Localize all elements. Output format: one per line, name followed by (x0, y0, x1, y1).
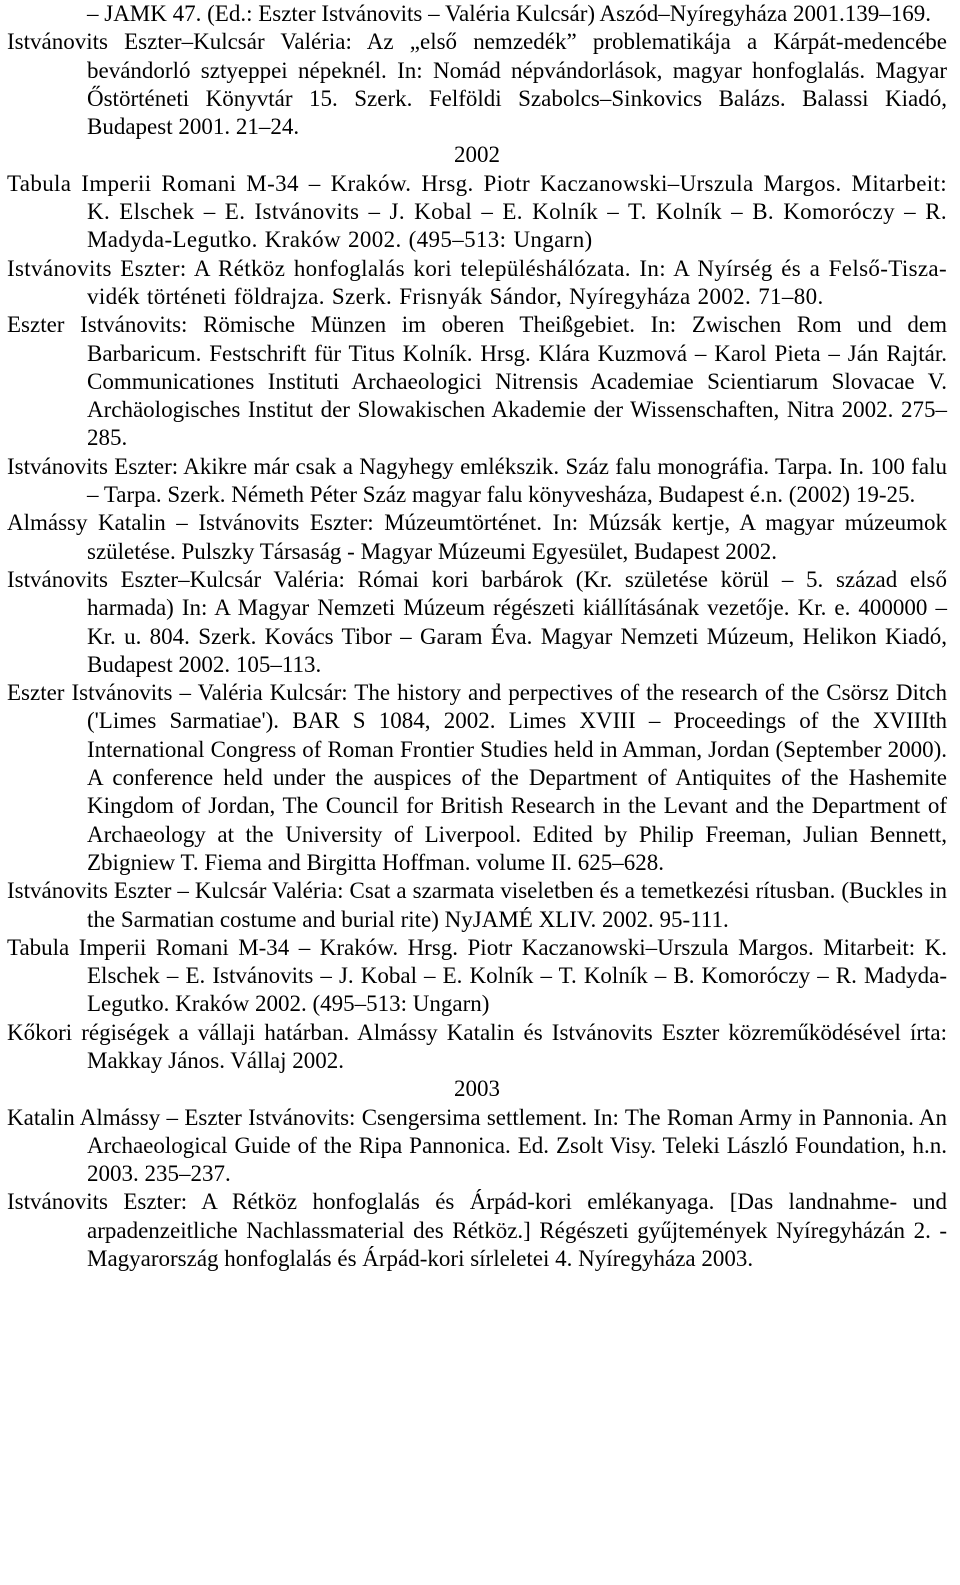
bibliography-entry: Almássy Katalin – Istvánovits Eszter: Múzeumtörténet. In: Múzsák kertje, A magyar múzeumok születése. Pulszky Társaság - Magyar Múzeumi Egyesület, Budapest 2002. (7, 510, 947, 564)
bibliography-entry-continuation: – JAMK 47. (Ed.: Eszter Istvánovits – Valéria Kulcsár) Aszód–Nyíregyháza 2001.139–169. (87, 1, 932, 26)
bibliography-entry: Tabula Imperii Romani M-34 – Kraków. Hrsg. Piotr Kaczanowski–Urszula Margos. Mitarbeit: K. Elschek – E. Istvánovits – J. Kobal – E. Kolník – T. Kolník – B. Komoróczy – R. Madyda-Legutko. Kraków 2002. (495–513: Ungarn) (7, 170, 947, 253)
bibliography-entry: Istvánovits Eszter – Kulcsár Valéria: Csat a szarmata viseletben és a temetkezési rítusban. (Buckles in the Sarmatian costume and burial rite) NyJAMÉ XLIV. 2002. 95-111. (7, 878, 947, 932)
bibliography-entry: Kőkori régiségek a vállaji határban. Almássy Katalin és Istvánovits Eszter közreműködésével írta: Makkay János. Vállaj 2002. (7, 1019, 947, 1073)
bibliography-entry: Istvánovits Eszter–Kulcsár Valéria: Az „első nemzedék” problematikája a Kárpát-medencébe bevándorló sztyeppei népeknél. In: Nomád népvándorlások, magyar honfoglalás. Magyar Őstörténeti Könyvtár 15. Szerk. Felföldi Szabolcs–Sinkovics Balázs. Balassi Kiadó, Budapest 2001. 21–24. (7, 29, 947, 140)
bibliography-page (7, 0, 947, 1273)
bibliography-entry: Istvánovits Eszter: A Rétköz honfoglalás és Árpád-kori emlékanyaga. [Das landnahme- und arpadenzeitliche Nachlassmaterial des Rétköz.] Régészeti gyűjtemények Nyíregyházán 2. - Magyarország honfoglalás és Árpád-kori sírleletei 4. Nyíregyháza 2003. (7, 1189, 947, 1272)
bibliography-entry: Eszter Istvánovits: Römische Münzen im oberen Theißgebiet. In: Zwischen Rom und dem Barbaricum. Festschrift für Titus Kolník. Hrsg. Klára Kuzmová – Karol Pieta – Ján Rajtár. Communicationes Instituti Archaeologici Nitrensis Academiae Scientiarum Slovacae V. Archäologisches Institut der Slowakischen Akademie der Wissenschaften, Nitra 2002. 275–285. (7, 312, 947, 451)
bibliography-entry: Istvánovits Eszter: A Rétköz honfoglalás kori településhálózata. In: A Nyírség és a Felső-Tisza-vidék történeti földrajza. Szerk. Frisnyák Sándor, Nyíregyháza 2002. 71–80. (7, 255, 947, 309)
bibliography-entry: Istvánovits Eszter–Kulcsár Valéria: Római kori barbárok (Kr. születése körül – 5. század első harmada) In: A Magyar Nemzeti Múzeum régészeti kiállításának vezetője. Kr. e. 400000 – Kr. u. 804. Szerk. Kovács Tibor – Garam Éva. Magyar Nemzeti Múzeum, Helikon Kiadó, Budapest 2002. 105–113. (7, 566, 947, 677)
bibliography-entry: Katalin Almássy – Eszter Istvánovits: Csengersima settlement. In: The Roman Army in Pannonia. An Archaeological Guide of the Ripa Pannonica. Ed. Zsolt Visy. Teleki László Foundation, h.n. 2003. 235–237. (7, 1104, 947, 1187)
year-heading-2003: 2003 (454, 1076, 500, 1102)
year-heading-2002: 2002 (454, 142, 500, 168)
bibliography-entry: Tabula Imperii Romani M-34 – Kraków. Hrsg. Piotr Kaczanowski–Urszula Margos. Mitarbeit: K. Elschek – E. Istvánovits – J. Kobal – E. Kolník – T. Kolník – B. Komoróczy – R. Madyda-Legutko. Kraków 2002. (495–513: Ungarn) (7, 934, 947, 1017)
bibliography-entry: Eszter Istvánovits – Valéria Kulcsár: The history and perpectives of the research of the Csörsz Ditch ('Limes Sarmatiae'). BAR S 1084, 2002. Limes XVIII – Proceedings of the XVIIIth International Congress of Roman Frontier Studies held in Amman, Jordan (September 2000). A conference held under the auspices of the Department of Antiquites of the Hashemite Kingdom of Jordan, The Council for British Research in the Levant and the Department of Archaeology at the University of Liverpool. Edited by Philip Freeman, Julian Bennett, Zbigniew T. Fiema and Birgitta Hoffman. volume II. 625–628. (7, 680, 947, 875)
bibliography-entry: Istvánovits Eszter: Akikre már csak a Nagyhegy emlékszik. Száz falu monográfia. Tarpa. In. 100 falu – Tarpa. Szerk. Németh Péter Száz magyar falu könyvesháza, Budapest é.n. (2002) 19-25. (7, 453, 947, 508)
